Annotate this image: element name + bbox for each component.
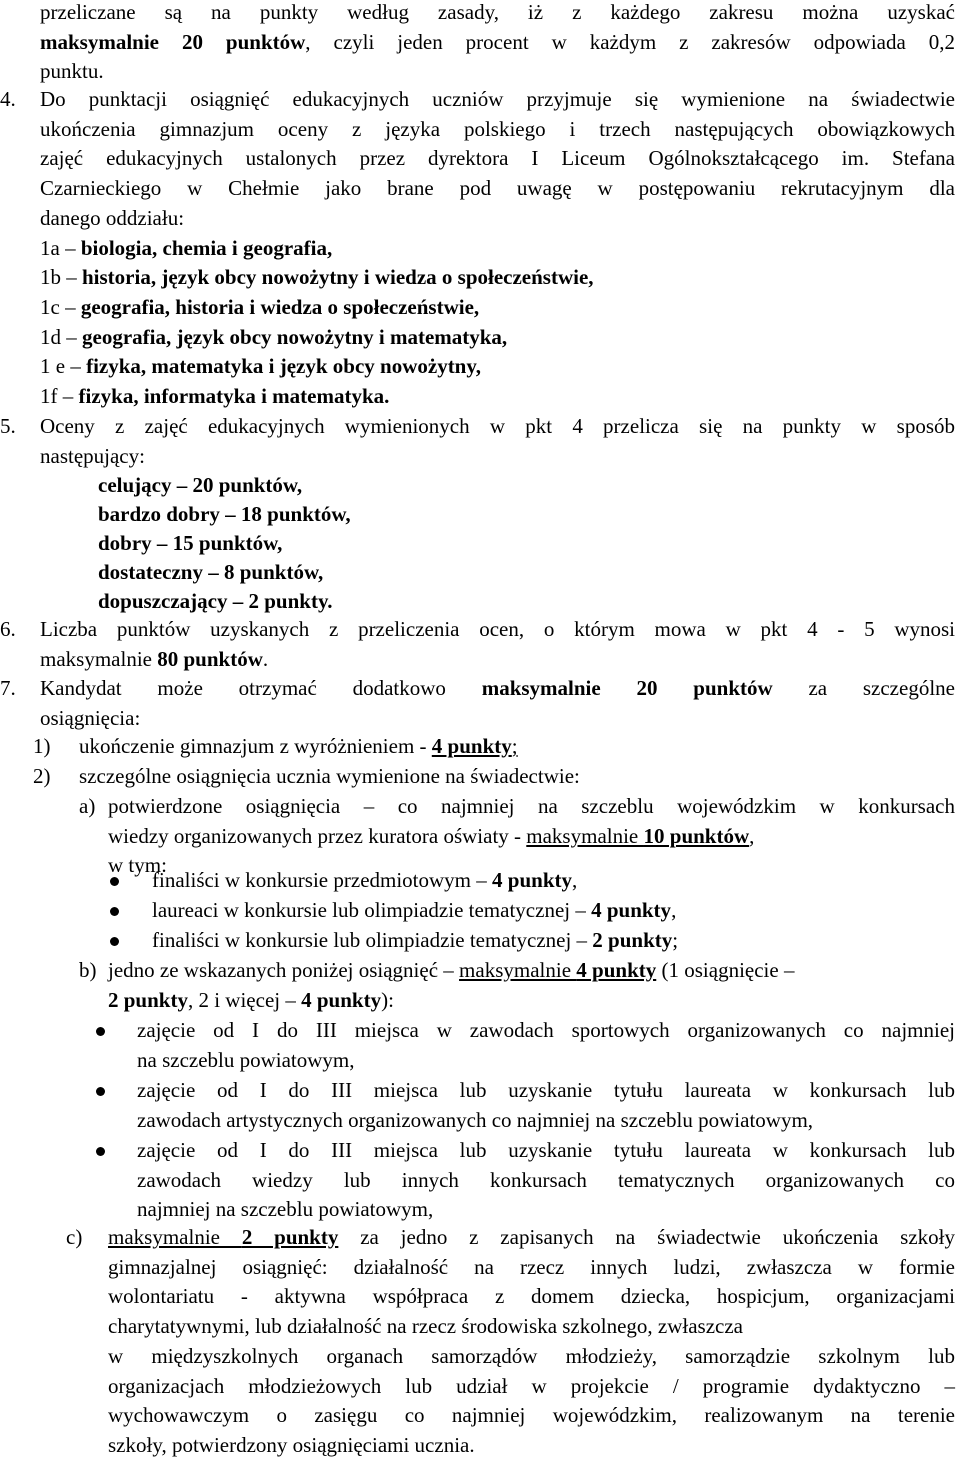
bullet-line: najmniej na szczeblu powiatowym, xyxy=(137,1197,434,1222)
class-subjects: geografia, historia i wiedza o społeczeństwie, xyxy=(80,294,480,319)
intro-line-3: punktu. xyxy=(40,59,104,84)
point-7-paragraph xyxy=(40,674,955,733)
bullet-text: finaliści w konkursie lub olimpiadzie tematycznej – xyxy=(152,928,593,952)
item-2-text: szczególne osiągnięcia ucznia wymienione na świadectwie: xyxy=(79,764,580,788)
class-row: 1 e – fizyka, matematyka i język obcy nowożytny, xyxy=(40,354,481,379)
sub-b-bullet-item xyxy=(137,1136,955,1225)
point-6-line-1: Liczba punktów uzyskanych z przeliczenia ocen, o którym mowa w pkt 4 - 5 wynosi xyxy=(40,617,955,641)
sub-c-line: szkoły, potwierdzony osiągnięciami ucznia. xyxy=(108,1432,475,1457)
bullet-line: zajęcie od I do III miejsca lub uzyskanie tytułu laureata w konkursach lub xyxy=(137,1078,955,1102)
intro-line-1: przeliczane są na punkty według zasady, iż z każdego zakresu można uzyskać xyxy=(40,0,955,24)
intro-paragraph xyxy=(40,0,955,87)
point-7-intro-end: za szczególne xyxy=(772,676,955,700)
class-code: 1d xyxy=(40,324,61,349)
grade-item: bardzo dobry – 18 punktów, xyxy=(98,502,351,526)
class-row: 1d – geografia, język obcy nowożytny i matematyka, xyxy=(40,324,508,349)
item-1-semicolon: ; xyxy=(511,734,518,758)
item-1-label: ukończenie gimnazjum z wyróżnieniem - xyxy=(79,734,432,758)
sub-a-line-2 xyxy=(108,822,955,852)
class-subjects: geografia, język obcy nowożytny i matematyka, xyxy=(82,324,508,349)
grade-item: celujący – 20 punktów, xyxy=(98,473,303,497)
bullet-line: zajęcie od I do III miejsca w zawodach sportowych organizowanych co najmniej xyxy=(137,1018,955,1042)
sub-b-note: (1 osiągnięcie – xyxy=(656,958,795,982)
item-1-points: 4 punkty xyxy=(431,734,512,758)
grade-item: dopuszczający – 2 punkty. xyxy=(98,589,333,613)
bullet-text: laureaci w konkursie lub olimpiadzie tematycznej – xyxy=(152,898,592,922)
sub-c-max-label: maksymalnie xyxy=(108,1225,242,1249)
sub-a-line-1: potwierdzone osiągnięcia – co najmniej na szczeblu wojewódzkim w konkursach xyxy=(108,794,955,818)
item-1-number: 1) xyxy=(33,734,51,758)
class-code: 1a xyxy=(40,235,60,260)
sub-b-two-more-points: 4 punkty xyxy=(301,988,382,1012)
intro-line-2 xyxy=(40,28,955,58)
point-7-max-points: maksymalnie 20 punktów xyxy=(481,676,773,700)
sub-b-points: 4 punkty xyxy=(576,958,657,982)
sub-c-line: organizacjach młodzieżowych lub udział w projekcie / programie dydaktyczno – xyxy=(108,1373,955,1398)
point-5-number: 5. xyxy=(0,414,16,438)
sub-b-label: jedno ze wskazanych poniżej osiągnięć – xyxy=(108,958,460,982)
bullet-icon xyxy=(96,1147,105,1156)
point-4-line-1: Do punktacji osiągnięć edukacyjnych uczniów przyjmuje się wymienione na świadectwie xyxy=(40,87,955,111)
bullet-line: na szczeblu powiatowym, xyxy=(137,1047,355,1072)
intro-max-points: maksymalnie 20 punktów xyxy=(40,29,306,54)
bullet-points: 2 punkty xyxy=(592,928,673,952)
point-4-number: 4. xyxy=(0,87,16,111)
bullet-icon xyxy=(110,937,119,946)
bullet-text: finaliści w konkursie przedmiotowym – xyxy=(152,868,493,892)
sub-b-bullet-item xyxy=(137,1076,955,1135)
sub-a-number: a) xyxy=(79,794,96,818)
class-row: 1b – historia, język obcy nowożytny i wiedza o społeczeństwie, xyxy=(40,265,594,290)
sub-a-max-label: maksymalnie xyxy=(526,823,644,848)
sub-b-number: b) xyxy=(79,958,97,982)
point-6-number: 6. xyxy=(0,617,16,641)
point-6-max-label: maksymalnie xyxy=(40,646,158,671)
sub-a-bullet-item xyxy=(152,896,676,926)
sub-a-points: 10 punktów xyxy=(643,823,750,848)
point-4-line-5: danego oddziału: xyxy=(40,205,185,230)
point-7-intro: Kandydat może otrzymać dodatkowo xyxy=(40,676,482,700)
point-4-line-4: Czarnieckiego w Chełmie jako brane pod uwagę w postępowaniu rekrutacyjnym dla xyxy=(40,176,955,201)
class-row: 1f – fizyka, informatyka i matematyka. xyxy=(40,384,390,409)
class-subjects: biologia, chemia i geografia, xyxy=(80,235,333,260)
point-4-paragraph xyxy=(40,85,955,412)
class-subjects: historia, język obcy nowożytny i wiedza o społeczeństwie, xyxy=(82,265,594,290)
bullet-points: 4 punkty xyxy=(492,868,572,892)
point-6-line-2 xyxy=(40,645,955,675)
sub-b-bullet-item xyxy=(137,1016,955,1075)
bullet-line: zajęcie od I do III miejsca lub uzyskanie tytułu laureata w konkursach lub xyxy=(137,1138,955,1162)
sub-c-line: wychowawczym o zasięgu co najmniej wojewódzkim, realizowanym na terenie xyxy=(108,1403,955,1428)
class-row: 1c – geografia, historia i wiedza o społeczeństwie, xyxy=(40,294,480,319)
sub-a-bullet-item xyxy=(152,866,577,896)
bullet-line: zawodach artystycznych organizowanych co najmniej na szczeblu powiatowym, xyxy=(137,1107,814,1132)
intro-line-2-rest: , czyli jeden procent w każdym z zakresów odpowiada 0,2 xyxy=(305,29,956,54)
grade-item: dostateczny – 8 punktów, xyxy=(98,560,324,584)
class-subjects: fizyka, informatyka i matematyka. xyxy=(78,384,390,409)
class-code: 1c xyxy=(40,294,60,319)
bullet-end: ; xyxy=(672,928,679,952)
bullet-icon xyxy=(96,1087,105,1096)
point-7-line-1 xyxy=(40,674,955,704)
point-6-period: . xyxy=(262,646,269,671)
sub-c-line-1 xyxy=(108,1223,955,1253)
sub-b-max-label: maksymalnie xyxy=(459,958,577,982)
sub-c-line: charytatywnymi, lub działalność na rzecz środowiska szkolnego, zwłaszcza xyxy=(108,1314,744,1339)
sub-c-paragraph xyxy=(108,1223,955,1461)
point-5-line-1: Oceny z zajęć edukacyjnych wymienionych w pkt 4 przelicza się na punkty w sposób xyxy=(40,414,955,438)
sub-c-line: wolontariatu - aktywna współpraca z domem dziecka, hospicjum, organizacjami xyxy=(108,1284,955,1309)
point-6-paragraph xyxy=(40,615,955,674)
bullet-end: , xyxy=(671,898,677,922)
sub-a-label: wiedzy organizowanych przez kuratora oświaty - xyxy=(108,823,527,848)
sub-a-line-3: w tym: xyxy=(108,853,167,878)
grade-item: dobry – 15 punktów, xyxy=(98,531,283,555)
bullet-icon xyxy=(110,907,119,916)
sub-b-one: 2 punkty xyxy=(108,988,188,1012)
sub-a-bullet-item xyxy=(152,926,678,956)
bullet-end: , xyxy=(572,868,578,892)
bullet-points: 4 punkty xyxy=(591,898,672,922)
point-5-line-2: następujący: xyxy=(40,443,145,468)
bullet-line: zawodach wiedzy lub innych konkursach tematycznych organizowanych co xyxy=(137,1167,955,1192)
bullet-icon xyxy=(110,877,119,886)
sub-b-two-more: , 2 i więcej – xyxy=(187,988,302,1012)
point-5-paragraph xyxy=(40,412,955,471)
sub-c-line: w międzyszkolnych organach samorządów młodzieży, samorządzie szkolnym lub xyxy=(108,1343,955,1368)
sub-b-line-2 xyxy=(108,986,394,1016)
sub-c-label: za jedno z zapisanych na świadectwie ukończenia szkoły xyxy=(338,1225,955,1249)
sub-a-comma: , xyxy=(749,823,755,848)
class-row: 1a – biologia, chemia i geografia, xyxy=(40,235,333,260)
point-4-line-3: zajęć edukacyjnych ustalonych przez dyrektora I Liceum Ogólnokształcącego im. Stefana xyxy=(40,146,955,171)
sub-c-line: gimnazjalnej osiągnięć: działalność na rzecz innych ludzi, zwłaszcza w formie xyxy=(108,1254,955,1279)
class-code: 1f xyxy=(40,384,58,409)
sub-c-number: c) xyxy=(66,1225,83,1249)
item-2-number: 2) xyxy=(33,764,51,788)
point-4-line-2: ukończenia gimnazjum oceny z języka polskiego i trzech następujących obowiązkowych xyxy=(40,116,955,141)
sub-b-line-1 xyxy=(108,956,794,986)
class-code: 1b xyxy=(40,265,61,290)
class-code: 1 e xyxy=(40,354,66,379)
item-1-text xyxy=(79,732,518,762)
point-7-line-2: osiągnięcia: xyxy=(40,705,141,730)
point-7-number: 7. xyxy=(0,676,16,700)
sub-c-points: 2 punkty xyxy=(241,1225,339,1249)
bullet-icon xyxy=(96,1027,105,1036)
point-6-max-points: 80 punktów xyxy=(157,646,263,671)
class-subjects: fizyka, matematyka i język obcy nowożytny, xyxy=(86,354,481,379)
sub-b-colon: ): xyxy=(381,988,394,1012)
